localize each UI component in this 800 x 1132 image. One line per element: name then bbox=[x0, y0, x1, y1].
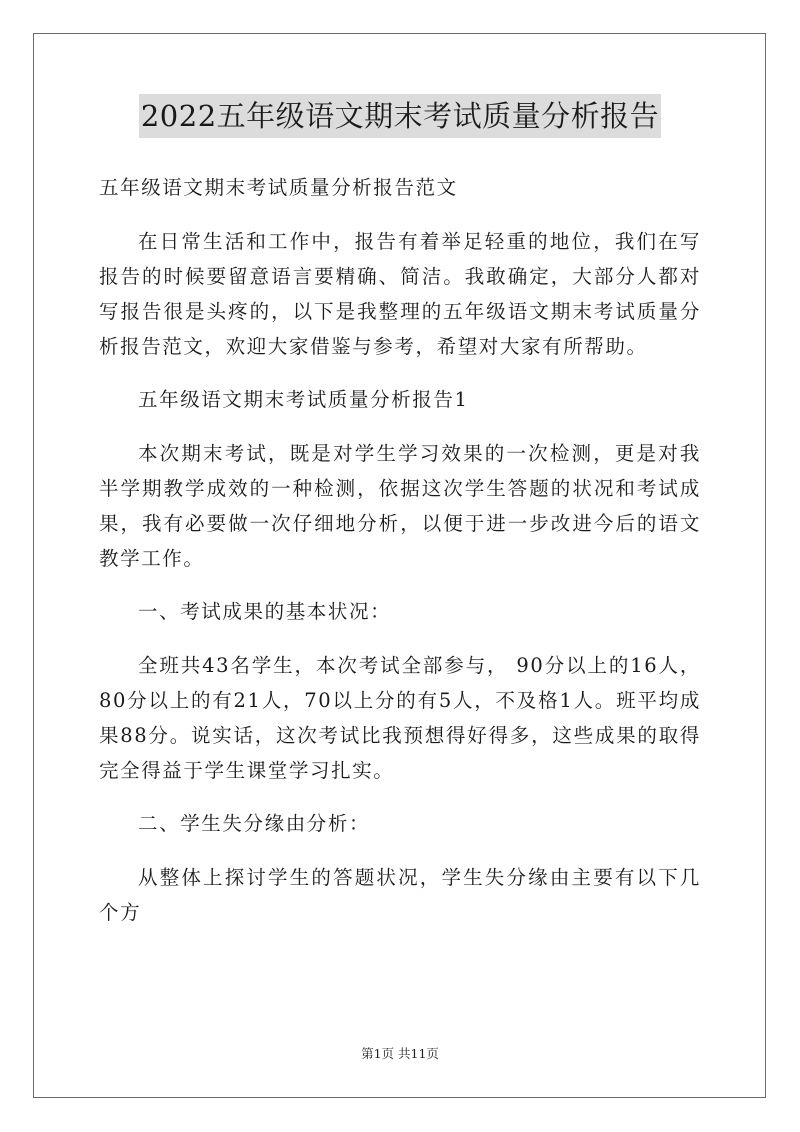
document-body bbox=[99, 170, 701, 948]
paragraph: 从整体上探讨学生的答题状况，学生失分缘由主要有以下几个方 bbox=[99, 865, 701, 924]
paragraph: 二、学生失分缘由分析： bbox=[138, 812, 371, 835]
paragraph: 五年级语文期末考试质量分析报告1 bbox=[138, 388, 469, 411]
paragraph: 一、考试成果的基本状况： bbox=[138, 600, 392, 623]
paragraph: 五年级语文期末考试质量分析报告范文 bbox=[99, 176, 458, 199]
title-container bbox=[0, 94, 800, 138]
page-footer: 第1页 共11页 bbox=[361, 1046, 439, 1061]
paragraph: 本次期末考试，既是对学生学习效果的一次检测，更是对我半学期教学成效的一种检测，依据这次学生答题的状况和考试成果，我有必要做一次仔细地分析，以便于进一步改进今后的语文教学工作。 bbox=[99, 441, 701, 570]
paragraph: 在日常生活和工作中，报告有着举足轻重的地位，我们在写报告的时候要留意语言要精确、简洁。我敢确定，大部分人都对写报告很是头疼的，以下是我整理的五年级语文期末考试质量分析报告范文，欢迎大家借鉴与参考，希望对大家有所帮助。 bbox=[99, 229, 701, 358]
paragraph: 全班共43名学生，本次考试全部参与， 90分以上的16人，80分以上的有21人，70以上分的有5人，不及格1人。班平均成果88分。说实话，这次考试比我预想得好得多，这些成果的取得完全得益于学生课堂学习扎实。 bbox=[99, 653, 701, 782]
document-title: 2022五年级语文期末考试质量分析报告 bbox=[139, 94, 661, 138]
